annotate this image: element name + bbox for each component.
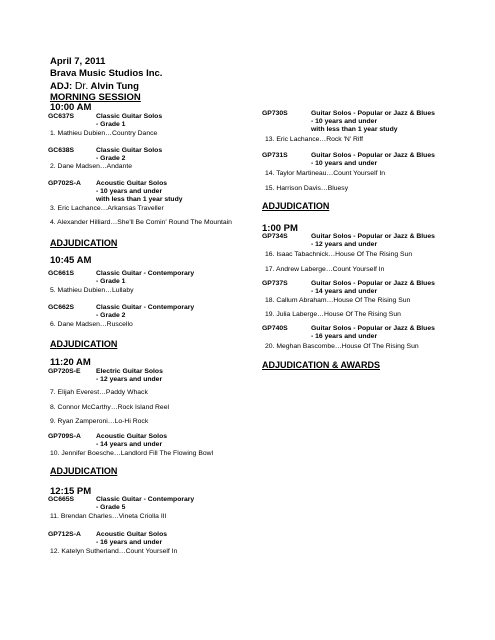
entry: 19. Julia Laberge…House Of The Rising Sun: [265, 311, 401, 318]
class-title: Classic Guitar - Contemporary: [96, 496, 195, 503]
class-title: Classic Guitar Solos: [96, 113, 163, 120]
class-subtitle: - 12 years and under: [96, 376, 163, 383]
adjudication-heading: ADJUDICATION: [50, 339, 118, 349]
class-subtitle: - 10 years and under: [96, 188, 163, 195]
time-heading: 10:00 AM: [50, 102, 92, 113]
class-title: Guitar Solos - Popular or Jazz & Blues: [311, 110, 435, 117]
class-code: GP709S-A: [48, 433, 81, 440]
adjudicator-prefix: ADJ:: [50, 81, 73, 92]
class-subtitle: - 14 years and under: [311, 288, 378, 295]
adjudication-heading: ADJUDICATION: [50, 238, 118, 248]
entry: 6. Dane Madsen…Ruscello: [50, 321, 133, 328]
class-code: GC637S: [48, 113, 75, 120]
class-subtitle: - Grade 1: [96, 278, 126, 285]
entry: 9. Ryan Zamperoni…Lo-Hi Rock: [50, 418, 149, 425]
class-title: Guitar Solos - Popular or Jazz & Blues: [311, 280, 435, 287]
class-subtitle: - Grade 5: [96, 504, 126, 511]
class-subtitle: with less than 1 year study: [96, 196, 183, 203]
class-code: GC638S: [48, 147, 75, 154]
class-subtitle: with less than 1 year study: [311, 126, 398, 133]
class-code: GP731S: [262, 152, 288, 159]
entry: 13. Eric Lachance…Rock 'N' Riff: [265, 136, 364, 143]
adjudication-heading: ADJUDICATION: [50, 466, 118, 476]
class-code: GP734S: [262, 233, 288, 240]
adjudicator-title: Dr.: [74, 80, 89, 92]
class-code: GP712S-A: [48, 531, 81, 538]
event-date: April 7, 2011: [50, 56, 106, 67]
class-code: GP720S-E: [48, 368, 81, 375]
class-title: Guitar Solos - Popular or Jazz & Blues: [311, 233, 435, 240]
class-title: Acoustic Guitar Solos: [96, 433, 168, 440]
class-code: GP737S: [262, 280, 288, 287]
entry: 16. Isaac Tabachnick…House Of The Rising Sun: [265, 251, 413, 258]
class-subtitle: - 16 years and under: [96, 539, 163, 546]
entry: 18. Callum Abraham…House Of The Rising Sun: [265, 297, 411, 304]
class-subtitle: - 10 years and under: [311, 160, 378, 167]
class-code: GC661S: [48, 270, 75, 277]
class-subtitle: - Grade 2: [96, 312, 126, 319]
entry: 17. Andrew Laberge…Count Yourself In: [265, 266, 385, 273]
entry: 15. Harrison Davis…Bluesy: [265, 185, 349, 192]
class-code: GC665S: [48, 496, 75, 503]
entry: 20. Meghan Bascombe…House Of The Rising Sun: [265, 343, 419, 350]
adjudicator-name: Alvin Tung: [90, 81, 139, 92]
entry: 2. Dane Madsen…Andante: [50, 163, 132, 170]
class-title: Classic Guitar - Contemporary: [96, 270, 195, 277]
time-heading: 11:20 AM: [50, 357, 91, 368]
class-title: Classic Guitar Solos: [96, 147, 163, 154]
class-subtitle: - 16 years and under: [311, 333, 378, 340]
class-subtitle: - Grade 2: [96, 155, 126, 162]
class-subtitle: - 14 years and under: [96, 441, 163, 448]
time-heading: 10:45 AM: [50, 255, 92, 266]
adjudication-heading: ADJUDICATION: [262, 201, 330, 211]
class-code: GP702S-A: [48, 180, 81, 187]
entry: 4. Alexander Hilliard…She'll Be Comin' Round The Mountain: [50, 219, 232, 226]
class-code: GP740S: [262, 325, 288, 332]
session-title: MORNING SESSION: [50, 92, 141, 103]
studio-name: Brava Music Studios Inc.: [50, 68, 163, 79]
entry: 5. Mathieu Dubien…Lullaby: [50, 287, 134, 294]
adjudication-awards-heading: ADJUDICATION & AWARDS: [262, 360, 381, 370]
class-title: Guitar Solos - Popular or Jazz & Blues: [311, 325, 435, 332]
class-title: Electric Guitar Solos: [96, 368, 163, 375]
time-heading: 12:15 PM: [50, 486, 92, 497]
class-title: Acoustic Guitar Solos: [96, 531, 168, 538]
class-title: Acoustic Guitar Solos: [96, 180, 168, 187]
time-heading: 1:00 PM: [262, 223, 298, 234]
class-subtitle: - 10 years and under: [311, 118, 378, 125]
class-code: GC662S: [48, 304, 75, 311]
class-subtitle: - 12 years and under: [311, 241, 378, 248]
entry: 10. Jennifer Boesche…Landlord Fill The Flowing Bowl: [50, 450, 214, 457]
class-title: Guitar Solos - Popular or Jazz & Blues: [311, 152, 435, 159]
entry: 8. Connor McCarthy…Rock Island Reel: [50, 404, 169, 411]
entry: 12. Katelyn Sutherland…Count Yourself In: [50, 548, 178, 555]
entry: 1. Mathieu Dubien…Country Dance: [50, 130, 158, 137]
entry: 3. Eric Lachance…Arkansas Traveller: [50, 205, 164, 212]
class-subtitle: - Grade 1: [96, 121, 126, 128]
entry: 11. Brendan Charles…Vineta Criolla III: [50, 513, 167, 520]
entry: 14. Taylor Martineau…Count Yourself In: [265, 170, 386, 177]
entry: 7. Elijah Everest…Paddy Whack: [50, 389, 148, 396]
class-code: GP730S: [262, 110, 288, 117]
class-title: Classic Guitar - Contemporary: [96, 304, 195, 311]
